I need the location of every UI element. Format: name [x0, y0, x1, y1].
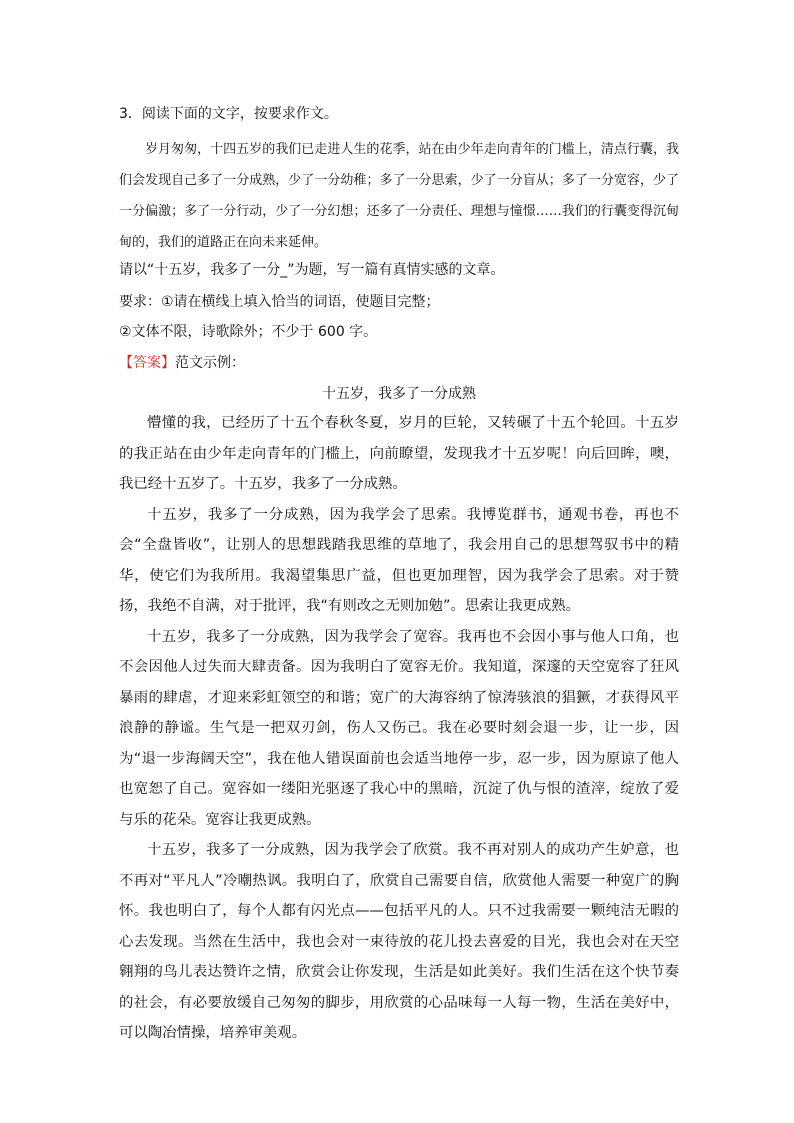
essay-paragraph-4: 十五岁，我多了一分成熟，因为我学会了欣赏。我不再对别人的成功产生妒意，也不再对“平凡人”冷嘲热讽。我明白了，欣赏自己需要自信，欣赏他人需要一种宽广的胸怀。我也明白了，每个人都有闪光点——包括平凡的人。只不过我需要一颗纯洁无暇的心去发现。当然在生活中，我也会对一束待放的花儿投去喜爱的目光，我也会对在天空翱翔的鸟儿表达赞许之情，欣赏会让你发现，生活是如此美好。我们生活在这个快节奏的社会，有必要放缓自己匆匆的脚步，用欣赏的心品味每一人每一物，生活在美好中，可以陶冶情操，培养审美观。: [119, 842, 679, 1041]
question-title: 3．阅读下面的文字，按要求作文。: [119, 106, 338, 122]
reading-passage: 岁月匆匆，十四五岁的我们已走进人生的花季，站在由少年走向青年的门槛上，清点行囊，我们会发现自己多了一分成熟，少了一分幼稚；多了一分思索，少了一分盲从；多了一分宽容，少了一分偏激；多了一分行动，少了一分幻想；还多了一分责任、理想与憧憬……我们的行囊变得沉甸甸的，我们的道路正在向未来延伸。: [119, 142, 679, 250]
requirement-1: 要求：①请在横线上填入恰当的词语，使题目完整；: [119, 294, 440, 310]
requirement-2: ②文体不限，诗歌除外；不少于 600 字。: [119, 324, 378, 340]
essay-paragraph-1: 懵懂的我，已经历了十五个春秋冬夏，岁月的巨轮，又转碾了十五个轮回。十五岁的我正站在由少年走向青年的门槛上，向前瞭望，发现我才十五岁呢！向后回眸，噢，我已经十五岁了。十五岁，我多了一分成熟。: [119, 415, 679, 492]
answer-tag: 【答案】: [119, 355, 175, 371]
essay-paragraph-2: 十五岁，我多了一分成熟，因为我学会了思索。我博览群书，通观书卷，再也不会“全盘皆收”，让别人的思想践踏我思维的草地了，我会用自己的思想驾驭书中的精华，使它们为我所用。我渴望集思广益，但也更加理智，因为我学会了思索。对于赞扬，我绝不自满，对于批评，我“有则改之无则加勉”。思索让我更成熟。: [119, 506, 679, 614]
writing-instruction: 请以“十五岁，我多了一分_”为题，写一篇有真情实感的文章。: [119, 262, 505, 278]
essay-paragraph-3: 十五岁，我多了一分成熟，因为我学会了宽容。我再也不会因小事与他人口角，也不会因他人过失而大肆责备。因为我明白了宽容无价。我知道，深邃的天空宽容了狂风暴雨的肆虐，才迎来彩虹领空的和谐；宽广的大海容纳了惊涛骇浪的猖獗，才获得风平浪静的静谧。生气是一把双刃剑，伤人又伤己。我在必要时刻会退一步，让一步，因为“退一步海阔天空”，我在他人错误面前也会适当地停一步，忍一步，因为原谅了他人也宽恕了自己。宽容如一缕阳光驱逐了我心中的黑暗，沉淀了仇与恨的渣滓，绽放了爱与乐的花朵。宽容让我更成熟。: [119, 628, 679, 828]
essay-body: [119, 408, 679, 1049]
answer-label: 范文示例：: [175, 355, 245, 371]
essay-title: 十五岁，我多了一分成熟: [322, 386, 476, 402]
answer-heading: [119, 353, 679, 373]
